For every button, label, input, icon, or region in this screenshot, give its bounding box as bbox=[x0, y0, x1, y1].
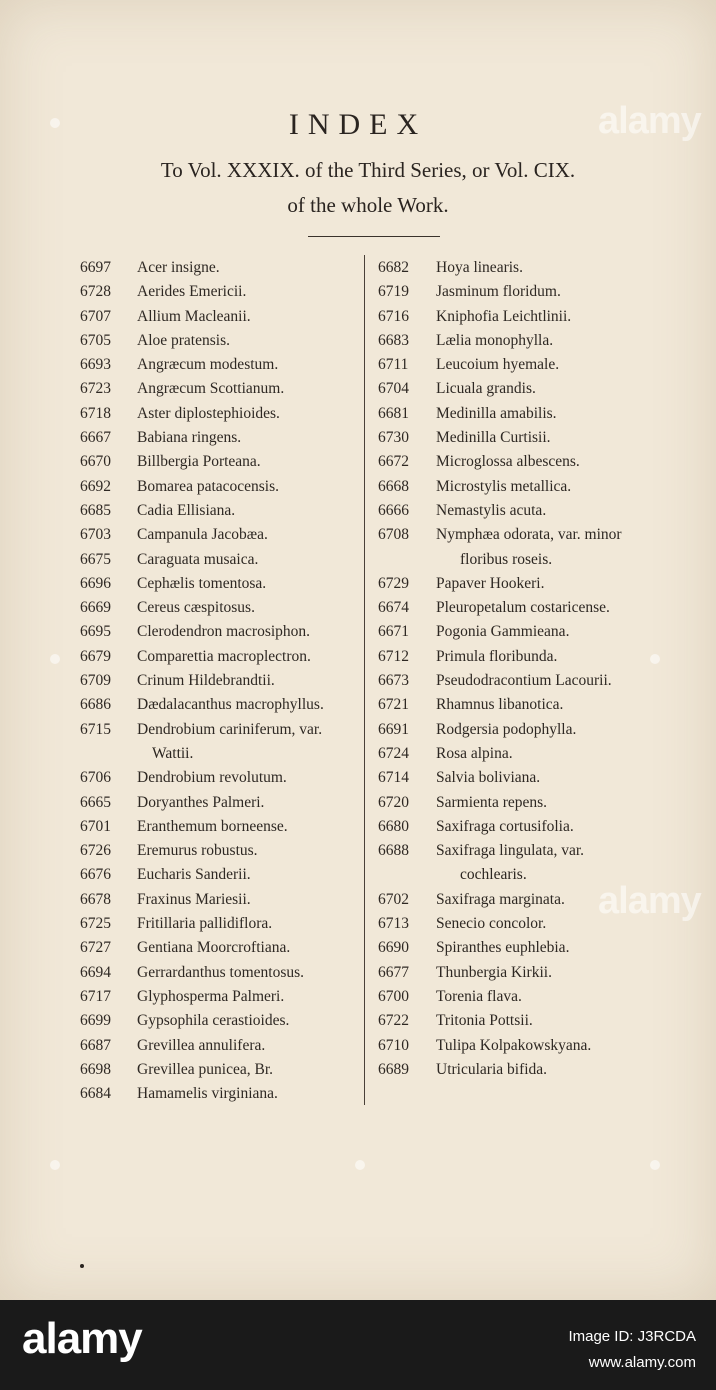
index-column-right bbox=[378, 256, 658, 1082]
species-name: Torenia flava. bbox=[436, 987, 522, 1005]
plate-number: 6684 bbox=[80, 1085, 111, 1103]
index-entry bbox=[80, 912, 362, 936]
species-name: Rhamnus libanotica. bbox=[436, 696, 564, 714]
species-name: Clerodendron macrosiphon. bbox=[137, 623, 311, 641]
species-name: Medinilla Curtisii. bbox=[436, 429, 551, 447]
title-rule bbox=[308, 236, 440, 237]
species-name-continuation: Wattii. bbox=[152, 744, 194, 762]
index-entry bbox=[378, 1009, 658, 1033]
species-name: Pogonia Gammieana. bbox=[436, 623, 570, 641]
species-name: Rosa alpina. bbox=[436, 744, 513, 762]
species-name: Sarmienta repens. bbox=[436, 793, 548, 811]
index-entry bbox=[80, 596, 362, 620]
plate-number: 6724 bbox=[378, 744, 409, 762]
species-name: Babiana ringens. bbox=[137, 429, 242, 447]
species-name: Nymphæa odorata, var. minor bbox=[436, 526, 622, 544]
species-name: Aloe pratensis. bbox=[137, 331, 230, 349]
index-entry bbox=[378, 329, 658, 353]
index-entry bbox=[378, 499, 658, 523]
species-name: Glyphosperma Palmeri. bbox=[137, 987, 285, 1005]
plate-number: 6666 bbox=[378, 501, 409, 519]
index-entry bbox=[378, 718, 658, 742]
plate-number: 6682 bbox=[378, 259, 409, 276]
watermark-dot bbox=[50, 1160, 60, 1170]
plate-number: 6701 bbox=[80, 817, 111, 835]
plate-number: 6719 bbox=[378, 283, 409, 301]
plate-number: 6678 bbox=[80, 890, 111, 908]
alamy-logo: alamy bbox=[22, 1314, 142, 1363]
species-name: Kniphofia Leichtlinii. bbox=[436, 307, 572, 325]
index-entry bbox=[378, 1058, 658, 1082]
species-name: Gypsophila cerastioides. bbox=[137, 1012, 290, 1030]
watermark-bar bbox=[0, 1300, 716, 1390]
plate-number: 6726 bbox=[80, 842, 111, 860]
species-name: Nemastylis acuta. bbox=[436, 501, 547, 519]
index-entry bbox=[80, 669, 362, 693]
plate-number: 6713 bbox=[378, 915, 409, 933]
index-entry bbox=[378, 791, 658, 815]
plate-number: 6681 bbox=[378, 404, 409, 422]
plate-number: 6690 bbox=[378, 939, 409, 957]
plate-number: 6671 bbox=[378, 623, 409, 641]
plate-number: 6693 bbox=[80, 356, 111, 374]
index-entry bbox=[378, 305, 658, 329]
plate-number: 6672 bbox=[378, 453, 409, 471]
index-entry bbox=[80, 645, 362, 669]
index-entry bbox=[378, 450, 658, 474]
species-name: Lælia monophylla. bbox=[436, 331, 554, 349]
index-entry bbox=[80, 499, 362, 523]
plate-number: 6675 bbox=[80, 550, 111, 568]
index-entry bbox=[80, 839, 362, 863]
index-entry bbox=[80, 961, 362, 985]
plate-number: 6710 bbox=[378, 1036, 409, 1054]
species-name: Cereus cæspitosus. bbox=[137, 599, 255, 617]
plate-number: 6680 bbox=[378, 817, 409, 835]
species-name: Leucoium hyemale. bbox=[436, 356, 560, 374]
plate-number: 6703 bbox=[80, 526, 111, 544]
plate-number: 6699 bbox=[80, 1012, 111, 1030]
subtitle-line-1: To Vol. XXXIX. of the Third Series, or Vol. CIX. bbox=[160, 158, 576, 182]
species-name: Caraguata musaica. bbox=[137, 550, 259, 568]
species-name: Tritonia Pottsii. bbox=[436, 1012, 533, 1030]
index-entry bbox=[378, 572, 658, 596]
subtitle-line-2: of the whole Work. bbox=[287, 193, 449, 217]
index-entry bbox=[378, 523, 658, 572]
species-name: Grevillea annulifera. bbox=[137, 1036, 266, 1054]
plate-number: 6679 bbox=[80, 647, 111, 665]
index-entry bbox=[80, 718, 362, 767]
species-name: Senecio concolor. bbox=[436, 915, 547, 933]
species-name: Medinilla amabilis. bbox=[436, 404, 557, 422]
index-entry bbox=[80, 766, 362, 790]
index-entry bbox=[80, 475, 362, 499]
index-entry bbox=[378, 645, 658, 669]
species-name: Eucharis Sanderii. bbox=[137, 866, 251, 884]
species-name: Jasminum floridum. bbox=[436, 283, 561, 301]
index-entry bbox=[80, 329, 362, 353]
plate-number: 6714 bbox=[378, 769, 409, 787]
index-entry bbox=[80, 936, 362, 960]
species-name: Dædalacanthus macrophyllus. bbox=[137, 696, 324, 714]
watermark-logo: alamy bbox=[598, 100, 701, 142]
species-name: Thunbergia Kirkii. bbox=[436, 963, 552, 981]
index-entry bbox=[378, 1034, 658, 1058]
species-name: Aerides Emericii. bbox=[137, 283, 247, 301]
plate-number: 6727 bbox=[80, 939, 111, 957]
species-name: Salvia boliviana. bbox=[436, 769, 541, 787]
species-name: Licuala grandis. bbox=[436, 380, 536, 398]
index-entry bbox=[80, 572, 362, 596]
index-entry bbox=[378, 766, 658, 790]
species-name: Microglossa albescens. bbox=[436, 453, 580, 471]
index-entry bbox=[80, 1009, 362, 1033]
species-name: Crinum Hildebrandtii. bbox=[137, 672, 275, 690]
index-entry bbox=[80, 1082, 362, 1106]
species-name: Angræcum modestum. bbox=[137, 356, 279, 374]
plate-number: 6709 bbox=[80, 672, 111, 690]
plate-number: 6716 bbox=[378, 307, 409, 325]
index-entry bbox=[80, 548, 362, 572]
index-entry bbox=[80, 985, 362, 1009]
species-name: Campanula Jacobæa. bbox=[137, 526, 268, 544]
image-id: Image ID: J3RCDA bbox=[568, 1328, 696, 1345]
plate-number: 6705 bbox=[80, 331, 111, 349]
species-name: Saxifraga marginata. bbox=[436, 890, 565, 908]
plate-number: 6707 bbox=[80, 307, 111, 325]
species-name: Allium Macleanii. bbox=[137, 307, 251, 325]
species-name: Cadia Ellisiana. bbox=[137, 501, 236, 519]
plate-number: 6715 bbox=[80, 720, 111, 738]
plate-number: 6728 bbox=[80, 283, 111, 301]
plate-number: 6706 bbox=[80, 769, 111, 787]
index-entry bbox=[80, 523, 362, 547]
plate-number: 6725 bbox=[80, 915, 111, 933]
species-name: Angræcum Scottianum. bbox=[137, 380, 285, 398]
species-name-continuation: cochlearis. bbox=[460, 866, 527, 884]
species-name: Cephælis tomentosa. bbox=[137, 574, 267, 592]
plate-number: 6695 bbox=[80, 623, 111, 641]
species-name: Microstylis metallica. bbox=[436, 477, 572, 495]
species-name: Eremurus robustus. bbox=[137, 842, 258, 860]
plate-number: 6717 bbox=[80, 987, 111, 1005]
species-name: Rodgersia podophylla. bbox=[436, 720, 577, 738]
index-entry bbox=[378, 936, 658, 960]
index-entry bbox=[80, 693, 362, 717]
watermark-dot bbox=[50, 118, 60, 128]
index-entry bbox=[80, 256, 362, 280]
species-name: Comparettia macroplectron. bbox=[137, 647, 311, 665]
plate-number: 6676 bbox=[80, 866, 111, 884]
species-name: Gentiana Moorcroftiana. bbox=[137, 939, 291, 957]
plate-number: 6697 bbox=[80, 259, 111, 276]
index-entry bbox=[80, 450, 362, 474]
plate-number: 6698 bbox=[80, 1060, 111, 1078]
species-name: Bomarea patacocensis. bbox=[137, 477, 280, 495]
plate-number: 6691 bbox=[378, 720, 409, 738]
index-entry bbox=[80, 863, 362, 887]
species-name: Utricularia bifida. bbox=[436, 1060, 548, 1078]
plate-number: 6704 bbox=[378, 380, 409, 398]
plate-number: 6685 bbox=[80, 501, 111, 519]
index-entry bbox=[378, 985, 658, 1009]
species-name: Aster diplostephioides. bbox=[137, 404, 280, 422]
species-name: Eranthemum borneense. bbox=[137, 817, 288, 835]
watermark-dot bbox=[355, 1160, 365, 1170]
species-name: Pseudodracontium Lacourii. bbox=[436, 672, 612, 690]
watermark-logo: alamy bbox=[598, 880, 701, 922]
index-entry bbox=[378, 596, 658, 620]
plate-number: 6730 bbox=[378, 429, 409, 447]
index-entry bbox=[378, 669, 658, 693]
index-entry bbox=[378, 353, 658, 377]
plate-number: 6722 bbox=[378, 1012, 409, 1030]
species-name: Tulipa Kolpakowskyana. bbox=[436, 1036, 592, 1054]
plate-number: 6718 bbox=[80, 404, 111, 422]
watermark-dot bbox=[50, 654, 60, 664]
plate-number: 6688 bbox=[378, 842, 409, 860]
plate-number: 6723 bbox=[80, 380, 111, 398]
watermark-dot bbox=[650, 654, 660, 664]
plate-number: 6694 bbox=[80, 963, 111, 981]
species-name: Hoya linearis. bbox=[436, 259, 523, 276]
index-entry bbox=[378, 742, 658, 766]
plate-number: 6721 bbox=[378, 696, 409, 714]
index-entry bbox=[80, 402, 362, 426]
species-name: Spiranthes euphlebia. bbox=[436, 939, 570, 957]
plate-number: 6689 bbox=[378, 1060, 409, 1078]
index-entry bbox=[80, 377, 362, 401]
species-name: Fraxinus Mariesii. bbox=[137, 890, 251, 908]
species-name: Grevillea punicea, Br. bbox=[137, 1060, 274, 1078]
plate-number: 6668 bbox=[378, 477, 409, 495]
plate-number: 6700 bbox=[378, 987, 409, 1005]
plate-number: 6692 bbox=[80, 477, 111, 495]
index-entry bbox=[378, 620, 658, 644]
plate-number: 6687 bbox=[80, 1036, 111, 1054]
species-name: Dendrobium cariniferum, var. bbox=[137, 720, 323, 738]
page-speck bbox=[80, 1264, 84, 1268]
plate-number: 6683 bbox=[378, 331, 409, 349]
index-entry bbox=[378, 815, 658, 839]
species-name-continuation: floribus roseis. bbox=[460, 550, 553, 568]
index-entry bbox=[378, 426, 658, 450]
species-name: Pleuropetalum costaricense. bbox=[436, 599, 610, 617]
site-url: www.alamy.com bbox=[588, 1354, 696, 1371]
index-entry bbox=[80, 815, 362, 839]
species-name: Dendrobium revolutum. bbox=[137, 769, 287, 787]
plate-number: 6708 bbox=[378, 526, 409, 544]
index-entry bbox=[80, 791, 362, 815]
image-id-block bbox=[568, 1324, 696, 1376]
plate-number: 6702 bbox=[378, 890, 409, 908]
index-entry bbox=[378, 693, 658, 717]
species-name: Saxifraga lingulata, var. bbox=[436, 842, 585, 860]
watermark-dot bbox=[650, 1160, 660, 1170]
index-entry bbox=[80, 888, 362, 912]
index-entry bbox=[80, 620, 362, 644]
species-name: Fritillaria pallidiflora. bbox=[137, 915, 273, 933]
index-entry bbox=[80, 1034, 362, 1058]
plate-number: 6677 bbox=[378, 963, 409, 981]
column-divider bbox=[364, 255, 365, 1105]
index-entry bbox=[378, 256, 658, 280]
plate-number: 6665 bbox=[80, 793, 111, 811]
page-title: INDEX bbox=[288, 108, 428, 141]
species-name: Billbergia Porteana. bbox=[137, 453, 261, 471]
plate-number: 6670 bbox=[80, 453, 111, 471]
plate-number: 6712 bbox=[378, 647, 409, 665]
species-name: Doryanthes Palmeri. bbox=[137, 793, 265, 811]
plate-number: 6669 bbox=[80, 599, 111, 617]
plate-number: 6696 bbox=[80, 574, 111, 592]
species-name: Primula floribunda. bbox=[436, 647, 558, 665]
plate-number: 6686 bbox=[80, 696, 111, 714]
species-name: Papaver Hookeri. bbox=[436, 574, 545, 592]
plate-number: 6720 bbox=[378, 793, 409, 811]
species-name: Gerrardanthus tomentosus. bbox=[137, 963, 305, 981]
index-entry bbox=[80, 1058, 362, 1082]
species-name: Saxifraga cortusifolia. bbox=[436, 817, 574, 835]
index-entry bbox=[80, 426, 362, 450]
plate-number: 6711 bbox=[378, 356, 409, 374]
plate-number: 6673 bbox=[378, 672, 409, 690]
index-entry bbox=[378, 377, 658, 401]
plate-number: 6729 bbox=[378, 574, 409, 592]
index-entry bbox=[80, 353, 362, 377]
plate-number: 6667 bbox=[80, 429, 111, 447]
species-name: Acer insigne. bbox=[137, 259, 220, 276]
index-entry bbox=[80, 305, 362, 329]
plate-number: 6674 bbox=[378, 599, 409, 617]
index-entry bbox=[378, 961, 658, 985]
index-entry bbox=[80, 280, 362, 304]
species-name: Hamamelis virginiana. bbox=[137, 1085, 278, 1103]
index-entry bbox=[378, 475, 658, 499]
index-column-left bbox=[80, 256, 362, 1106]
index-entry bbox=[378, 402, 658, 426]
index-entry bbox=[378, 280, 658, 304]
